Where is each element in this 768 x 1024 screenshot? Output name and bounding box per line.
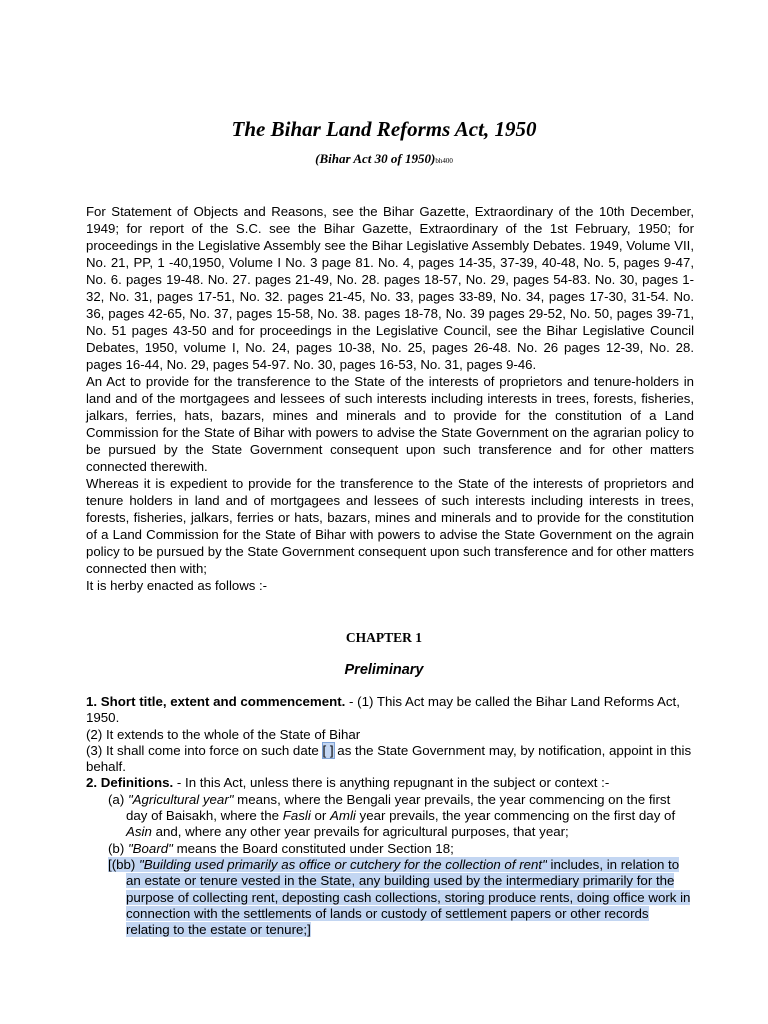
chapter-heading: CHAPTER 1 [345, 630, 423, 645]
definition-bb-term: "Building used primarily as office or cutchery for the collection of rent" [139, 856, 547, 872]
definition-bb-text: includes, in relation to an estate or tenure vested in the State, any building used by the intermediary primarily for the purpose of collecting rent, deposting cash collections, storing produce rents, doing office work in connection with the settlements of lands or custody of settlement papers or other records relating to the estate or tenure;] [126, 856, 691, 938]
definition-b-label: (b) [108, 840, 128, 856]
enacted-paragraph: It is herby enacted as follows :- [86, 578, 268, 593]
section-1-sub3 [86, 743, 692, 776]
definition-bb[interactable] [86, 857, 692, 938]
section-2-intro: - In this Act, unless there is anything repugnant in the subject or context :- [173, 775, 610, 791]
definition-b [86, 841, 692, 857]
act-subtitle [0, 151, 768, 167]
definition-b-term: "Board" [127, 840, 173, 856]
section-2 [86, 775, 692, 791]
definition-a-text-3: and, where any other year prevails for agricultural purposes, that year; [151, 824, 569, 840]
term-amli: Amli [330, 808, 356, 824]
section-1-sub3-text-cont: as the State Government may, by notification, appoint in this behalf. [86, 742, 692, 775]
sections-block [86, 694, 692, 938]
whereas-paragraph: Whereas it is expedient to provide for the transference to the State of the interests of proprietors and tenure holders in land and of mortgagees and lessees of such interests including interests in trees, forests, fisheries, jalkars, ferries or hats, bazars, mines and minerals and to provide for the constitution of a Land Commission for the State of Bihar with powers to advise the State Government on the agrain policy to be pursued by the State Government consequent upon such transference and for other matters connected then with; [86, 476, 694, 576]
section-2-heading: 2. Definitions. [86, 775, 174, 791]
footnote-bracket-link[interactable]: [ ] [322, 742, 334, 758]
definition-a-text-2: year prevails, the year commencing on the first day of [355, 808, 676, 824]
act-number: (Bihar Act 30 of 1950) [315, 151, 436, 166]
subtitle-note: bh400 [435, 157, 453, 165]
long-title-paragraph: An Act to provide for the transference to the State of the interests of proprietors and tenure-holders in land and of the mortgagees and lessees of such interests including interests in trees, forests, fisheries, jalkars, ferries, hats, bazars, mines and minerals and to provide for the constitution of a Land Commission for the State of Bihar with powers to advise the State Government on the agrarian policy to be pursued by the State Government consequent upon such transference and for other matters connected therewith. [86, 374, 694, 474]
definition-b-text: means the Board constituted under Section 18; [172, 840, 454, 856]
section-1-sub2: (2) It extends to the whole of the State of Bihar [86, 726, 361, 742]
section-1-sub3-text: (3) It shall come into force on such date [86, 742, 323, 758]
act-title: The Bihar Land Reforms Act, 1950 [231, 117, 537, 141]
chapter-subheading: Preliminary [344, 662, 424, 678]
statement-paragraph: For Statement of Objects and Reasons, see the Bihar Gazette, Extraordinary of the 10th December, 1949; for report of the S.C. see the Bihar Gazette, Extraordinary of the 1st February, 1950; for proceedings in the Legislative Assembly see the Bihar Legislative Assembly Debates. 1949, Volume VII, No. 21, PP, 1 -40,1950, Volume I No. 3 page 81. No. 4, pages 14-35, 37-39, 40-48, No. 5, pages 9-47, No. 6. pages 19-48. No. 27. pages 21-49, No. 28. pages 18-57, No. 29, pages 54-83. No. 30, pages 1-32, No. 31, pages 17-51, No. 32. pages 21-45, No. 33, pages 33-89, No. 34, pages 17-30, 31-54. No. 36, pages 42-65, No. 37, pages 15-58, No. 38. pages 18-78, No. 39 pages 29-52, No. 50, pages 39-71, No. 51 pages 43-50 and for proceedings in the Legislative Council, see the Bihar Legislative Council Debates, 1950, volume I, No. 24, pages 10-38, No. 25, pages 26-48. No. 26 pages 12-39, No. 28. pages 16-44, No. 29, pages 54-97. No. 30, pages 16-53, No. 31, pages 9-46. [86, 204, 694, 372]
definition-a-or: or [310, 808, 330, 824]
definition-a-label: (a) [108, 791, 128, 807]
preamble-block [86, 203, 694, 594]
term-asin: Asin [126, 824, 152, 840]
definition-a [86, 792, 692, 841]
definition-a-text: means, where the Bengali year prevails, the year commencing on the first day of Baisakh, where the [126, 791, 671, 824]
section-1 [86, 694, 692, 727]
section-1-heading: 1. Short title, extent and commencement. [86, 694, 346, 709]
section-1-sub1: - (1) This Act may be called the Bihar Land Reforms Act, 1950. [86, 694, 680, 726]
definition-bb-label: [(bb) [108, 856, 140, 872]
definition-a-term: "Agricultural year" [127, 791, 234, 807]
term-fasli: Fasli [282, 808, 311, 824]
